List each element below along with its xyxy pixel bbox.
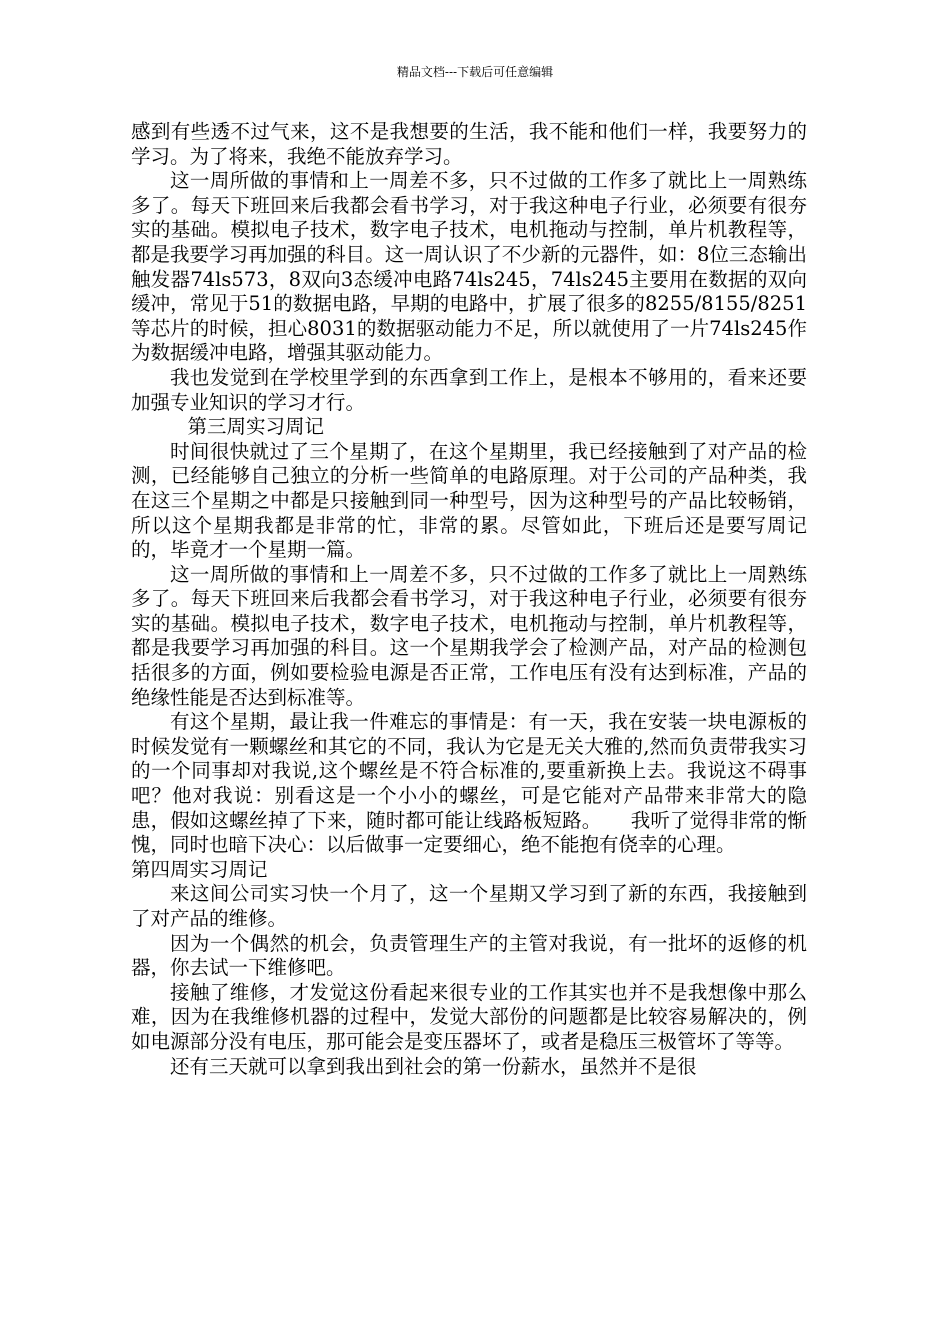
paragraph: 感到有些透不过气来，这不是我想要的生活，我不能和他们一样，我要努力的学习。为了将来，我绝不能放弃学习。 bbox=[131, 120, 807, 168]
paragraph: 因为一个偶然的机会，负责管理生产的主管对我说，有一批坏的返修的机器，你去试一下维修吧。 bbox=[131, 931, 807, 980]
document-body bbox=[131, 120, 807, 1079]
section-heading-week-3: 第三周实习周记 bbox=[187, 415, 325, 439]
paragraph: 我也发觉到在学校里学到的东西拿到工作上，是根本不够用的，看来还要加强专业知识的学习才行。 bbox=[131, 365, 807, 414]
page-header: 精品文档---下载后可任意编辑 bbox=[396, 65, 554, 79]
paragraph: 这一周所做的事情和上一周差不多，只不过做的工作多了就比上一周熟练多了。每天下班回来后我都会看书学习，对于我这种电子行业，必须要有很夯实的基础。模拟电子技术，数字电子技术，电机拖动与控制，单片机教程等，都是我要学习再加强的科目。这一个星期我学会了检测产品，对产品的检测包括很多的方面，例如要检验电源是否正常，工作电压有没有达到标准，产品的绝缘性能是否达到标准等。 bbox=[131, 562, 807, 709]
paragraph: 有这个星期，最让我一件难忘的事情是：有一天，我在安装一块电源板的时候发觉有一颗螺丝和其它的不同，我认为它是无关大雅的,然而负责带我实习的一个同事却对我说,这个螺丝是不符合标准的,要重新换上去。我说这不碍事吧？他对我说：别看这是一个小小的螺丝，可是它能对产品带来非常大的隐患，假如这螺丝掉了下来，随时都可能让线路板短路。 我听了觉得非常的惭愧，同时也暗下决心：以后做事一定要细心，绝不能抱有侥幸的心理。 bbox=[131, 710, 807, 857]
paragraph: 接触了维修，才发觉这份看起来很专业的工作其实也并不是我想像中那么难，因为在我维修机器的过程中，发觉大部份的问题都是比较容易解决的，例如电源部分没有电压，那可能会是变压器坏了，或者是稳压三极管坏了等等。 bbox=[131, 980, 807, 1053]
paragraph: 时间很快就过了三个星期了，在这个星期里，我已经接触到了对产品的检测，已经能够自己独立的分析一些简单的电路原理。对于公司的产品种类，我在这三个星期之中都是只接触到同一种型号，因为这种型号的产品比较畅销，所以这个星期我都是非常的忙，非常的累。尽管如此，下班后还是要写周记的，毕竟才一个星期一篇。 bbox=[131, 439, 807, 562]
paragraph: 还有三天就可以拿到我出到社会的第一份薪水，虽然并不是很 bbox=[170, 1054, 697, 1078]
paragraph: 来这间公司实习快一个月了，这一个星期又学习到了新的东西，我接触到了对产品的维修。 bbox=[131, 882, 807, 930]
paragraph: 这一周所做的事情和上一周差不多，只不过做的工作多了就比上一周熟练多了。每天下班回来后我都会看书学习，对于我这种电子行业，必须要有很夯实的基础。模拟电子技术，数字电子技术，电机拖动与控制，单片机教程等，都是我要学习再加强的科目。这一周认识了不少新的元器件，如：8位三态输出触发器74ls573，8双向3态缓冲电路74ls245，74ls245主要用在数据的双向缓冲，常见于51的数据电路，早期的电路中，扩展了很多的8255/8155/8251等芯片的时候，担心8031的数据驱动能力不足，所以就使用了一片74ls245作为数据缓冲电路，增强其驱动能力。 bbox=[131, 169, 807, 365]
section-heading-week-4: 第四周实习周记 bbox=[131, 857, 268, 881]
